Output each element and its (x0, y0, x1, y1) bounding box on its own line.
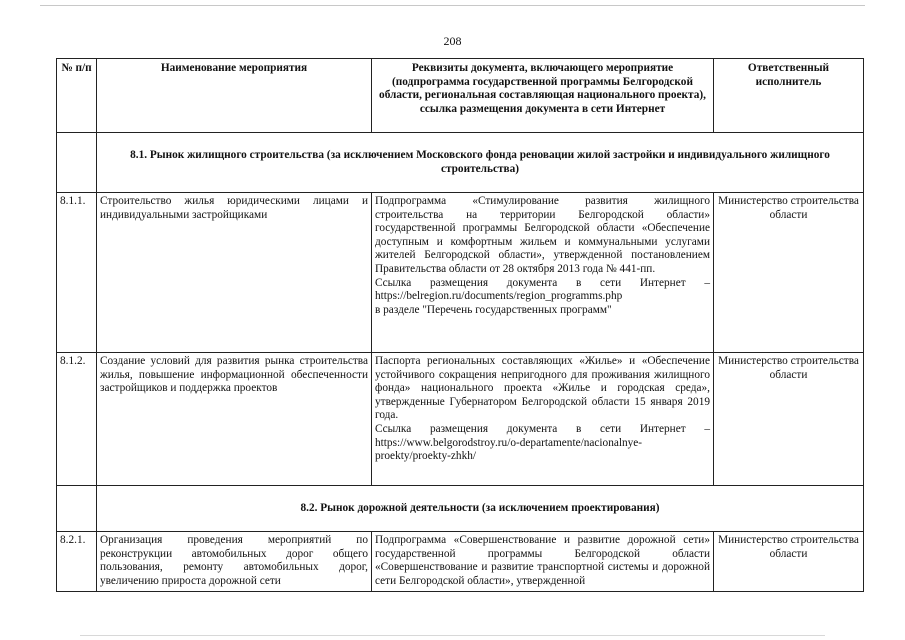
row-link[interactable]: Ссылка размещения документа в сети Интернет – https://belregion.ru/documents/region_programms.php (375, 276, 710, 303)
measures-table (56, 58, 864, 592)
row-responsible: Министерство строительства области (714, 532, 864, 592)
row-details-text: Паспорта региональных составляющих «Жилье» и «Обеспечение устойчивого сокращения непригодного для проживания жилищного фонда» национального проекта «Жилье и городская среда», утвержденные Губернатором Белгородской области 15 января 2019 года. (375, 355, 710, 422)
row-num: 8.2.1. (57, 532, 97, 592)
row-num: 8.1.2. (57, 353, 97, 486)
row-details: Подпрограмма «Совершенствование и развитие дорожной сети» государственной программы Белгородской области «Совершенствование и развитие транспортной системы и дорожной сети Белгородской области», утвержденной (372, 532, 714, 592)
table-row (57, 193, 864, 353)
row-num: 8.1.1. (57, 193, 97, 353)
bottom-rule (80, 635, 825, 636)
header-num: № п/п (57, 59, 97, 133)
row-name: Строительство жилья юридическими лицами и индивидуальными застройщиками (97, 193, 372, 353)
row-name: Организация проведения мероприятий по реконструкции автомобильных дорог общего пользования, ремонту автомобильных дорог, увеличению прироста дорожной сети (97, 532, 372, 592)
top-rule (40, 5, 865, 6)
row-details-text: Подпрограмма «Стимулирование развития жилищного строительства на территории Белгородской области» государственной программы Белгородской области «Обеспечение доступным и комфортным жильем и коммунальными услугами жителей Белгородской области», утвержденной постановлением Правительства области от 28 октября 2013 года № 441-пп. (375, 195, 710, 275)
row-responsible: Министерство строительства области (714, 193, 864, 353)
table-row (57, 353, 864, 486)
header-name: Наименование мероприятия (97, 59, 372, 133)
section-row (57, 486, 864, 532)
row-details (372, 353, 714, 486)
row-details (372, 193, 714, 353)
row-name: Создание условий для развития рынка строительства жилья, повышение информационной обеспеченности застройщиков и поддержка проектов (97, 353, 372, 486)
section-title: 8.2. Рынок дорожной деятельности (за исключением проектирования) (97, 486, 864, 532)
section-row (57, 133, 864, 193)
header-responsible: Ответственный исполнитель (714, 59, 864, 133)
row-link-note: в разделе "Перечень государственных программ" (375, 303, 612, 316)
header-row (57, 59, 864, 133)
section-title: 8.1. Рынок жилищного строительства (за исключением Московского фонда реновации жилой застройки и индивидуального жилищного строительства) (97, 133, 864, 193)
section-spacer (57, 486, 97, 532)
table-row (57, 532, 864, 592)
page-number: 208 (443, 34, 462, 48)
section-spacer (57, 133, 97, 193)
row-responsible: Министерство строительства области (714, 353, 864, 486)
header-details: Реквизиты документа, включающего мероприятие (подпрограмма государственной программы Белгородской области, региональная составляющая национального проекта), ссылка размещения документа в сети Интернет (372, 59, 714, 133)
row-link[interactable]: Ссылка размещения документа в сети Интернет – https://www.belgorodstroy.ru/o-departamente/nacionalnye-proekty/proekty-zhkh/ (375, 422, 710, 463)
